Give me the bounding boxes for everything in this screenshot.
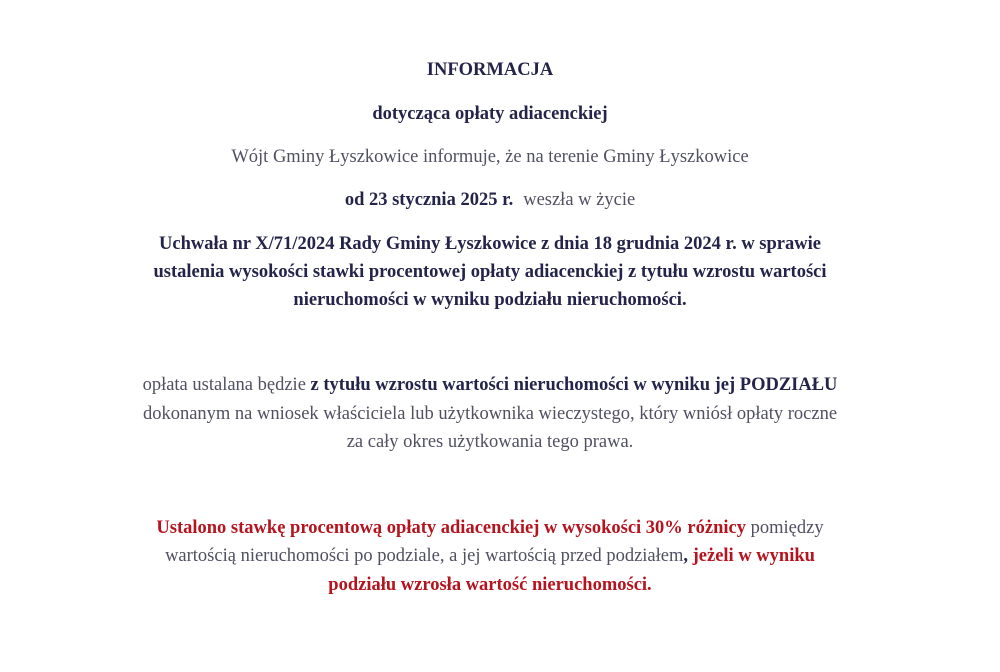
rate-line-1-plain: pomiędzy (746, 518, 824, 538)
fee-line-3: za cały okres użytkowania tego prawa. (346, 432, 634, 452)
resolution-line-2: ustalenia wysokości stawki procentowej opłaty adiacenckiej z tytułu wzrostu wartości (153, 262, 827, 282)
resolution-line-1: Uchwała nr X/71/2024 Rady Gminy Łyszkowice z dnia 18 grudnia 2024 r. w sprawie (159, 234, 821, 254)
fee-line-2: dokonanym na wniosek właściciela lub użytkownika wieczystego, który wniósł opłaty roczne (142, 404, 838, 424)
rate-line-1-red: Ustalono stawkę procentową opłaty adiacenckiej w wysokości 30% różnicy (156, 518, 746, 538)
rate-line-2-red: jeżeli w wyniku (688, 546, 815, 566)
rate-line-2-plain: wartością nieruchomości po podziale, a jej wartością przed podziałem (165, 546, 684, 566)
effective-date: od 23 stycznia 2025 r. (344, 190, 514, 210)
fee-line-1 (0, 375, 980, 396)
effective-date-rest: weszła w życie (523, 190, 636, 210)
fee-line-1-plain: opłata ustalana będzie (142, 375, 311, 395)
rate-line-2-comma: , (683, 546, 688, 566)
document-title: INFORMACJA (426, 60, 554, 80)
fee-line-1-bold: z tytułu wzrostu wartości nieruchomości w wyniku jej PODZIAŁU (310, 375, 838, 395)
rate-line-1 (0, 518, 980, 539)
resolution-line-3: nieruchomości w wyniku podziału nieruchomości. (293, 290, 687, 310)
rate-line-3: podziału wzrosła wartość nieruchomości. (328, 575, 652, 595)
effective-date-line (0, 190, 980, 211)
document-subtitle: dotycząca opłaty adiacenckiej (372, 104, 608, 124)
intro-line: Wójt Gminy Łyszkowice informuje, że na terenie Gminy Łyszkowice (231, 147, 749, 167)
rate-line-2 (0, 546, 980, 567)
